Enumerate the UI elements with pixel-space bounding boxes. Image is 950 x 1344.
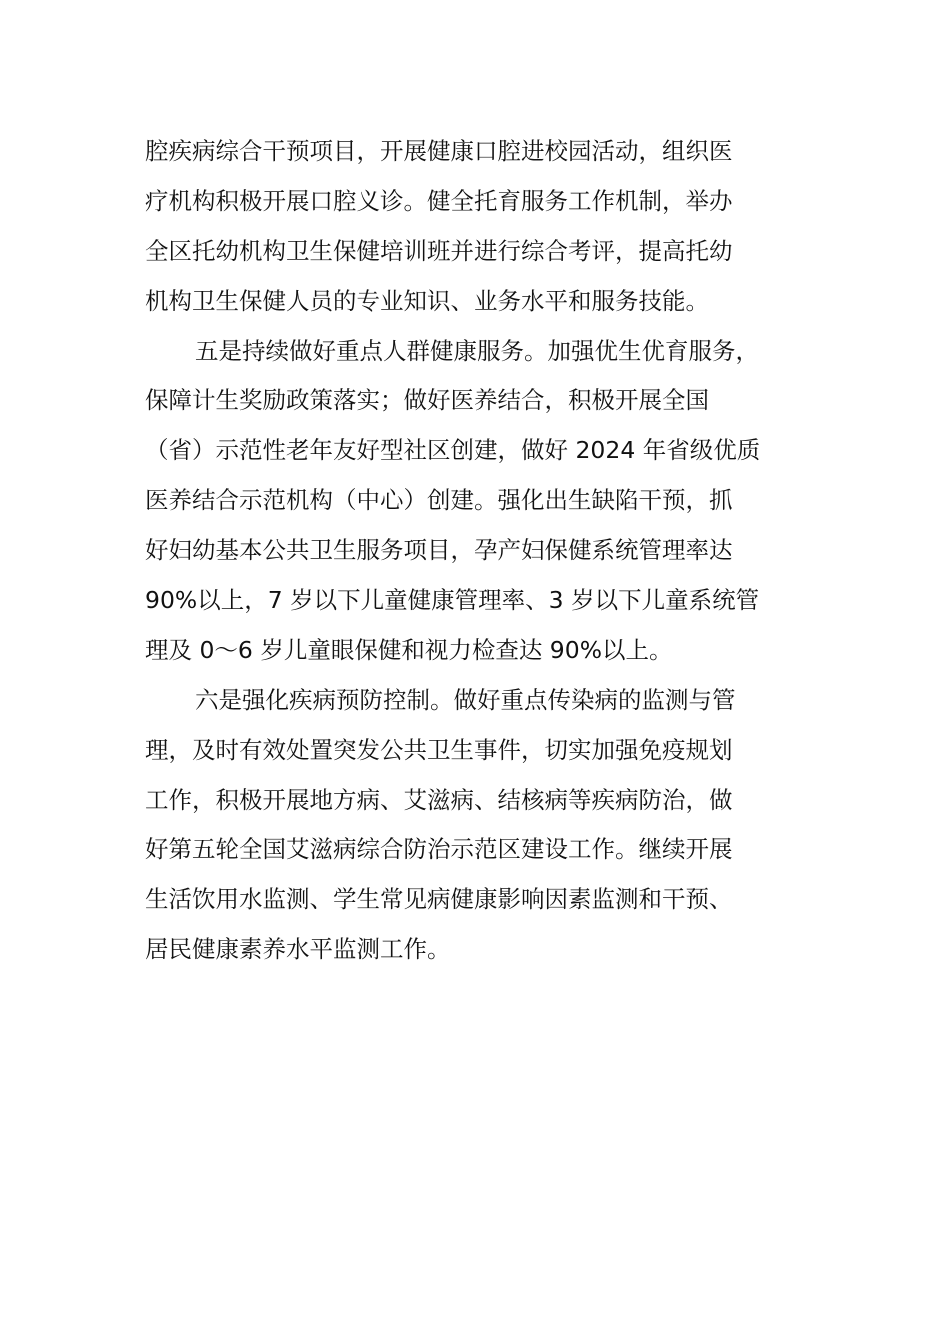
- document-body: [145, 127, 825, 975]
- paragraph-six: [145, 676, 825, 975]
- text-line: 90%以上，7 岁以下儿童健康管理率、3 岁以下儿童系统管: [145, 586, 760, 615]
- text-line: 好妇幼基本公共卫生服务项目，孕产妇保健系统管理率达: [145, 536, 733, 565]
- text-line: （省）示范性老年友好型社区创建，做好 2024 年省级优质: [145, 436, 761, 465]
- text-line: 好第五轮全国艾滋病综合防治示范区建设工作。继续开展: [145, 835, 733, 864]
- text-line: 工作，积极开展地方病、艾滋病、结核病等疾病防治，做: [145, 785, 733, 814]
- text-line: 医养结合示范机构（中心）创建。强化出生缺陷干预，抓: [145, 486, 733, 515]
- text-line: 疗机构积极开展口腔义诊。健全托育服务工作机制，举办: [145, 186, 733, 215]
- text-line: 六是强化疾病预防控制。做好重点传染病的监测与管: [195, 685, 736, 714]
- text-line: 保障计生奖励政策落实；做好医养结合，积极开展全国: [145, 386, 709, 415]
- text-line: 五是持续做好重点人群健康服务。加强优生优育服务，: [195, 336, 759, 365]
- paragraph-five: [145, 327, 825, 676]
- text-line: 腔疾病综合干预项目，开展健康口腔进校园活动，组织医: [145, 137, 733, 165]
- paragraph-continued: [145, 127, 825, 327]
- text-line: 居民健康素养水平监测工作。: [145, 935, 451, 964]
- text-line: 理及 0～6 岁儿童眼保健和视力检查达 90%以上。: [145, 635, 673, 664]
- text-line: 机构卫生保健人员的专业知识、业务水平和服务技能。: [145, 286, 709, 315]
- text-line: 生活饮用水监测、学生常见病健康影响因素监测和干预、: [145, 885, 733, 914]
- text-line: 全区托幼机构卫生保健培训班并进行综合考评，提高托幼: [145, 236, 733, 265]
- text-line: 理，及时有效处置突发公共卫生事件，切实加强免疫规划: [145, 735, 733, 764]
